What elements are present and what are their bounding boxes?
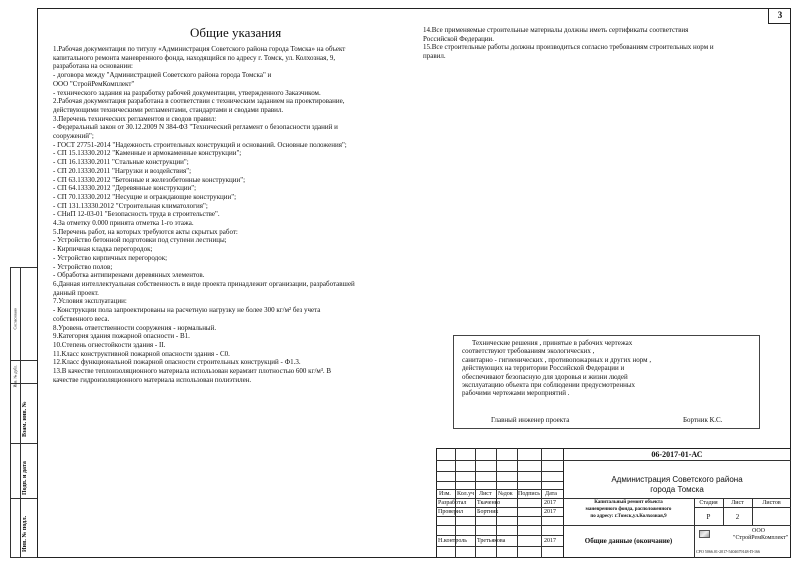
col-header-data: Дата <box>545 491 557 497</box>
instruction-line: - ГОСТ 27751-2014 "Надежность строительных конструкций и оснований. Основные положения"; <box>53 140 347 149</box>
page-title: Общие указания <box>190 25 282 40</box>
sro-number: СРО 5066.01-2017-5404679148-П-166 <box>696 549 761 554</box>
instruction-line: 5.Перечень работ, на которых требуются акты скрытых работ: <box>53 227 238 236</box>
instructions-right <box>423 26 714 61</box>
col-header-kol-uch: Кол.уч <box>457 491 475 497</box>
sheet-label: Лист <box>731 500 744 506</box>
instruction-line: - СНиП 12-03-01 "Безопасность труда в строительстве". <box>53 210 220 219</box>
stamp-podp-data: Подп. и дата <box>22 461 28 495</box>
page-number-box <box>768 8 791 24</box>
instruction-line: - Обработка антипиренами деревянных элементов. <box>53 271 205 280</box>
instruction-line: - СП 16.13330.2011 "Стальные конструкции"; <box>53 158 189 167</box>
instruction-line: 2.Рабочая документация разработана в соответствии с техническим заданием на проектирование, <box>53 97 345 106</box>
instruction-line: 3.Перечень технических регламентов и сводов правил: <box>53 114 217 123</box>
instruction-line: качестве гидроизоляционного материала использован полиэтилен. <box>53 375 252 384</box>
compliance-line: эксплуатацию объекта при соблюдении предусмотренных <box>462 381 636 390</box>
instruction-line: сооружений"; <box>53 132 94 141</box>
instruction-line: 9.Категория здания пожарной опасности - В1. <box>53 332 190 341</box>
row-date: 2017 <box>544 538 556 544</box>
instruction-line: - Конструкции пола запроектированы на расчетную нагрузку не более 300 кг/м² без учета <box>53 306 321 315</box>
compliance-signer-name: Бортник К.С. <box>683 416 723 424</box>
compliance-line: Технические решения , принятые в рабочих чертежах <box>472 339 633 347</box>
company-logo <box>699 530 710 538</box>
drawing-name: Общие данные (окончание) <box>584 537 673 545</box>
stamp-small-label-2: Инв. № дубл. <box>12 364 18 388</box>
instruction-line: - СП 64.13330.2012 "Деревянные конструкции"; <box>53 184 197 193</box>
org-title-line1: Администрация Советского района <box>611 475 743 484</box>
org-title-line2: города Томска <box>650 485 704 494</box>
compliance-line: соответствуют требованиям экологических , <box>462 347 595 356</box>
instruction-line: - Федеральный закон от 30.12.2009 N 384-ФЗ "Технический регламент о безопасности зданий и <box>53 123 338 132</box>
instruction-line: 15.Все строительные работы должны производиться согласно требованиям строительных норм и <box>423 43 714 52</box>
compliance-line: обеспечивают безопасную для здоровья и жизни людей <box>462 372 628 381</box>
instruction-line: собственного веса. <box>53 314 110 323</box>
instruction-line: - договора между "Администрацией Советского района города Томска" и <box>53 71 272 80</box>
compliance-signer-title: Главный инженер проекта <box>491 416 570 424</box>
document-code: 06-2017-01-АС <box>651 450 703 459</box>
stamp-small-label-1: Согласовано <box>12 308 18 330</box>
instruction-line: - СП 15.13330.2012 "Каменные и армокаменные конструкции"; <box>53 149 242 158</box>
object-line1: Капитальный ремонт объекта <box>594 500 663 505</box>
instruction-line: - СП 20.13330.2011 "Нагрузки и воздействия"; <box>53 166 192 175</box>
instruction-line: действующими техническими регламентами, стандартами и сводами правил. <box>53 105 284 114</box>
row-date: 2017 <box>544 500 556 506</box>
compliance-line: действующих на территории Российской Федерации и <box>462 364 625 373</box>
instruction-line: 11.Класс конструктивной пожарной опасности здания - С0. <box>53 349 230 358</box>
instruction-line: ООО "СтройРемКомплект" <box>53 79 135 88</box>
instruction-line: правил. <box>423 52 446 61</box>
compliance-line: рабочими чертежами мероприятий . <box>462 389 570 398</box>
compliance-text <box>462 339 651 398</box>
instruction-line: - Кирпичная кладка перегородок; <box>53 245 153 254</box>
instruction-line: - Устройство кирпичных перегородок; <box>53 253 168 262</box>
instruction-line: 13.В качестве теплоизоляционного материала использован керамзит плотностью 600 кг/м³. В <box>53 367 332 376</box>
col-header-ndok: №док <box>498 491 513 497</box>
company-line1: ООО <box>752 528 765 534</box>
row-name: Бортник <box>477 509 499 515</box>
row-role: Н.контроль <box>438 538 468 544</box>
col-header-izm: Изм. <box>439 491 451 497</box>
col-header-list: Лист <box>479 491 492 497</box>
instruction-line: - Устройство полов; <box>53 262 113 271</box>
stage-label: Стадия <box>699 500 718 506</box>
instruction-line: Российской Федерации. <box>423 34 495 43</box>
instruction-line: 4.За отметку 0.000 принята отметка 1-го этажа. <box>53 219 194 228</box>
row-role: Разработал <box>438 500 467 506</box>
object-line2: маневренного фонда, расположенного <box>585 507 672 512</box>
instructions-left <box>53 45 355 384</box>
instruction-line: - СП 63.13330.2012 "Бетонные и железобетонные конструкции"; <box>53 175 246 184</box>
instruction-line: - СП 70.13330.2012 "Несущие и ограждающие конструкции"; <box>53 192 237 201</box>
row-name: Третьякова <box>477 538 506 544</box>
instruction-line: разработана на основании: <box>53 62 133 71</box>
instruction-line: 6.Данная интеллектуальная собственность в виде проекта принадлежит организации, разработавшей <box>53 279 355 288</box>
instruction-line: 7.Условия эксплуатации: <box>53 297 127 306</box>
stamp-inv-podl: Инв. № подл. <box>22 515 28 552</box>
row-date: 2017 <box>544 509 556 515</box>
instruction-line: - Устройство бетонной подготовки под ступени лестницы; <box>53 236 227 245</box>
stage-value: Р <box>706 513 711 521</box>
company-line2: "СтройРемКомплект" <box>733 535 789 541</box>
instruction-line: 8.Уровень ответственности сооружения - нормальный. <box>53 323 217 332</box>
compliance-line: санитарно - гигиенических , противопожарных и других норм , <box>462 355 652 364</box>
instruction-line: данный проект. <box>53 288 99 297</box>
sheets-label: Листов <box>762 500 781 506</box>
stamp-vzam-inv: Взам. инв. № <box>22 401 28 437</box>
row-role: Проверил <box>438 509 463 515</box>
instruction-line: - технического задания на разработку рабочей документации, утвержденного Заказчиком. <box>53 88 321 97</box>
sheet-value: 2 <box>735 513 740 521</box>
instruction-line: - СП 131.13330.2012 "Строительная климатология"; <box>53 201 208 210</box>
page-number: 3 <box>777 10 783 20</box>
instruction-line: 12.Класс функциональной пожарной опасности строительных конструкций - Ф1.3. <box>53 358 301 367</box>
row-name: Ткаченко <box>477 500 501 506</box>
instruction-line: 10.Степень огнестойкости здания - II. <box>53 340 166 349</box>
instruction-line: 1.Рабочая документация по титулу «Администрация Советского района города Томска» на объект <box>53 45 346 53</box>
col-header-podpis: Подпись <box>518 491 541 497</box>
instruction-line: 14.Все применяемые строительные материалы должны иметь сертификаты соответствия <box>423 26 689 34</box>
instruction-line: капитального ремонта маневренного фонда, находящийся по адресу г. Томск, ул. Колхозная, 9, <box>53 53 336 62</box>
object-line3: по адресу: г.Томск,ул.Колхозная,9 <box>590 514 667 519</box>
